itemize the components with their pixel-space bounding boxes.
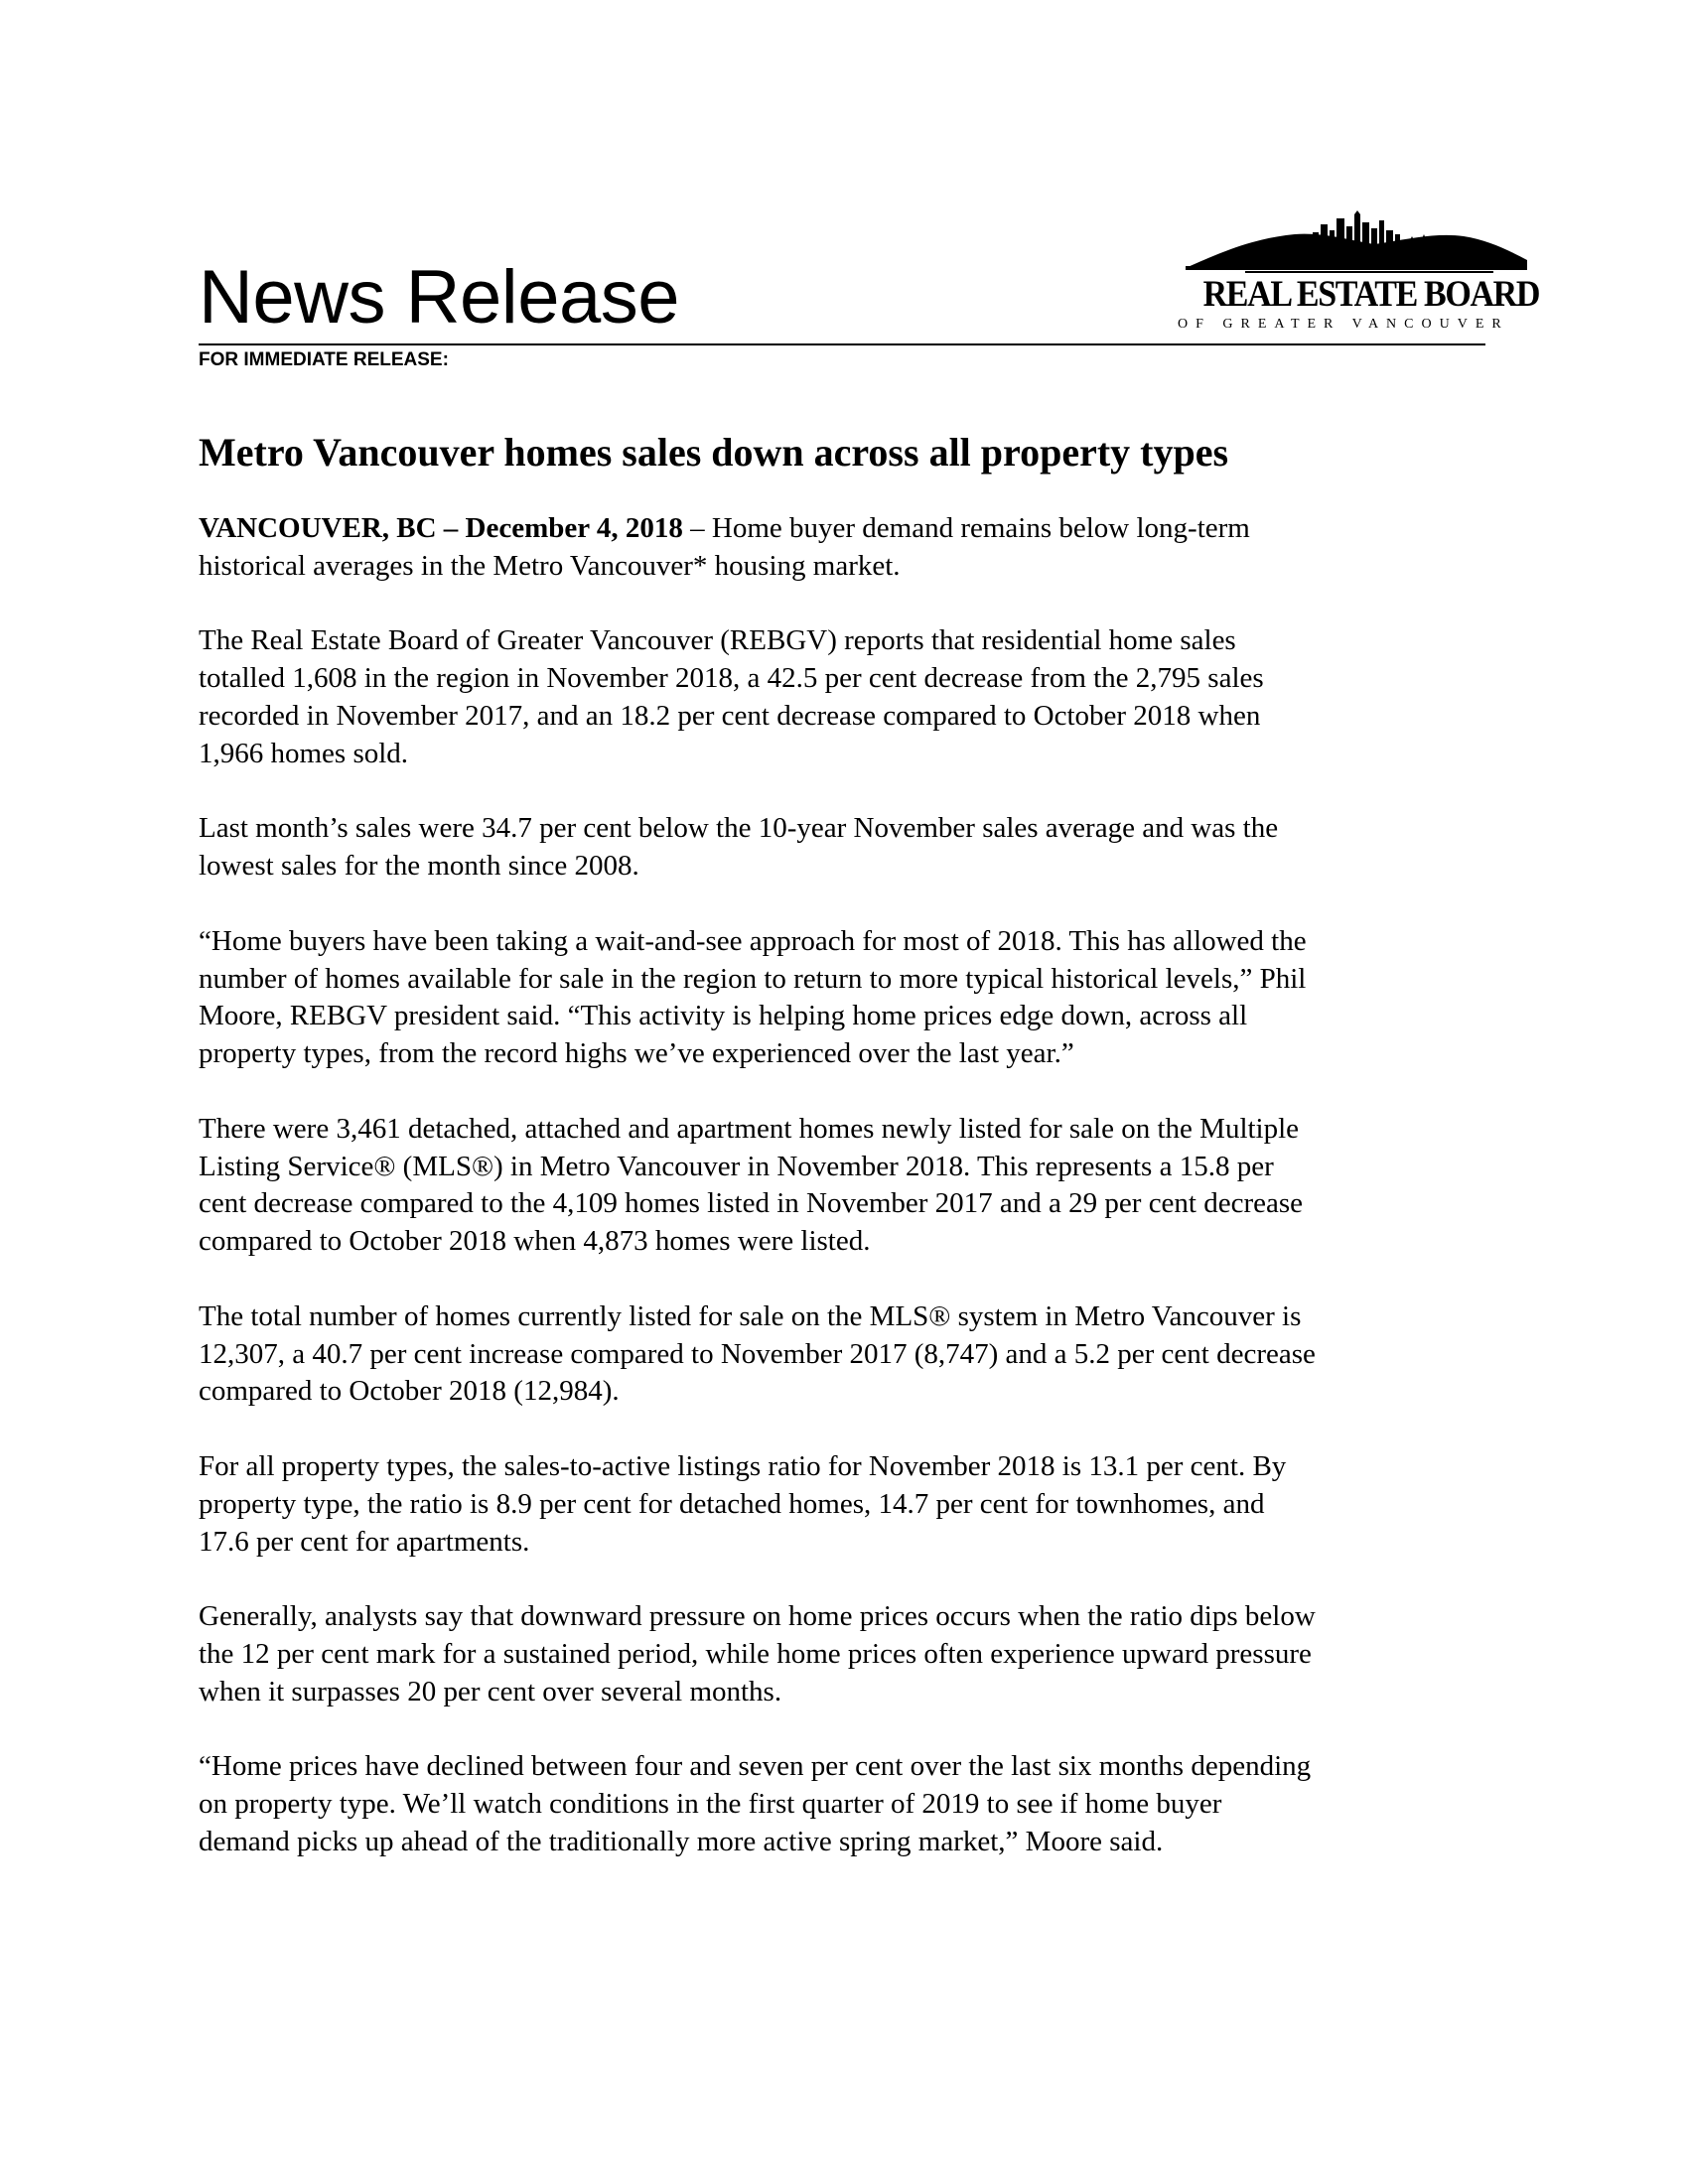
paragraph-line: For all property types, the sales-to-active listings ratio for November 2018 is 13.1 per cent. By: [199, 1449, 1287, 1482]
paragraph-line: The total number of homes currently listed for sale on the MLS® system in Metro Vancouver is: [199, 1299, 1302, 1332]
paragraph-line: property types, from the record highs we’ve experienced over the last year.”: [199, 1037, 1074, 1070]
paragraph: [199, 1298, 1489, 1411]
header-divider: [199, 343, 1485, 345]
dateline: VANCOUVER, BC – December 4, 2018: [199, 512, 683, 544]
paragraph-line: demand picks up ahead of the traditionally more active spring market,” Moore said.: [199, 1825, 1164, 1857]
paragraph-line: Moore, REBGV president said. “This activity is helping home prices edge down, across all: [199, 1000, 1248, 1032]
logo-subtitle: OF GREATER VANCOUVER: [1178, 317, 1509, 332]
paragraph-line: The Real Estate Board of Greater Vancouver (REBGV) reports that residential home sales: [199, 624, 1236, 657]
paragraph-line: 1,966 homes sold.: [199, 737, 409, 769]
paragraph-line: [199, 510, 1489, 548]
paragraph-line: “Home buyers have been taking a wait-and-see approach for most of 2018. This has allowed the: [199, 924, 1307, 957]
paragraph-line: on property type. We’ll watch conditions in the first quarter of 2019 to see if home buyer: [199, 1788, 1222, 1821]
paragraph-line: the 12 per cent mark for a sustained period, while home prices often experience upward pressure: [199, 1637, 1312, 1670]
paragraph-line: Generally, analysts say that downward pressure on home prices occurs when the ratio dips below: [199, 1600, 1316, 1633]
paragraph: [199, 1598, 1489, 1710]
paragraph: [199, 810, 1489, 886]
paragraph: [199, 1448, 1489, 1561]
quote-paragraph: [199, 923, 1489, 1073]
paragraph-line: Last month’s sales were 34.7 per cent below the 10-year November sales average and was the: [199, 812, 1279, 845]
paragraph-line: Listing Service® (MLS®) in Metro Vancouver in November 2018. This represents a 15.8 per: [199, 1150, 1274, 1182]
paragraph-line: cent decrease compared to the 4,109 homes listed in November 2017 and a 29 per cent decrease: [199, 1187, 1304, 1220]
paragraph-line: when it surpasses 20 per cent over several months.: [199, 1675, 782, 1707]
paragraph-line: compared to October 2018 when 4,873 homes were listed.: [199, 1225, 871, 1258]
paragraph-line: compared to October 2018 (12,984).: [199, 1375, 620, 1408]
immediate-release-label: FOR IMMEDIATE RELEASE:: [199, 349, 449, 370]
paragraph-line: 12,307, a 40.7 per cent increase compared to November 2017 (8,747) and a 5.2 per cent decrease: [199, 1337, 1316, 1370]
paragraph-line: property type, the ratio is 8.9 per cent for detached homes, 14.7 per cent for townhomes, and: [199, 1487, 1265, 1520]
paragraph-line: “Home prices have declined between four and seven per cent over the last six months depending: [199, 1750, 1312, 1783]
paragraph-line: 17.6 per cent for apartments.: [199, 1525, 530, 1558]
lead-paragraph: [199, 510, 1489, 586]
headline: Metro Vancouver homes sales down across all property types: [199, 430, 1229, 475]
paragraph: [199, 1111, 1489, 1261]
vancouver-skyline-icon: [1186, 210, 1527, 274]
logo-name: REAL ESTATE BOARD: [1202, 274, 1540, 315]
paragraph-line: There were 3,461 detached, attached and apartment homes newly listed for sale on the Multiple: [199, 1112, 1300, 1145]
lead-text: – Home buyer demand remains below long-term: [682, 512, 1250, 544]
paragraph-line: lowest sales for the month since 2008.: [199, 850, 639, 883]
article-body: [199, 429, 1489, 1861]
paragraph-line: historical averages in the Metro Vancouver* housing market.: [199, 549, 901, 582]
paragraph-line: recorded in November 2017, and an 18.2 per cent decrease compared to October 2018 when: [199, 699, 1261, 732]
news-release-title: News Release: [199, 255, 679, 340]
paragraph-line: totalled 1,608 in the region in November 2018, a 42.5 per cent decrease from the 2,795 sales: [199, 662, 1264, 695]
rebgv-logo: [1178, 210, 1540, 338]
quote-paragraph: [199, 1748, 1489, 1860]
paragraph: [199, 622, 1489, 772]
paragraph-line: number of homes available for sale in the region to return to more typical historical levels,” Phil: [199, 962, 1307, 995]
